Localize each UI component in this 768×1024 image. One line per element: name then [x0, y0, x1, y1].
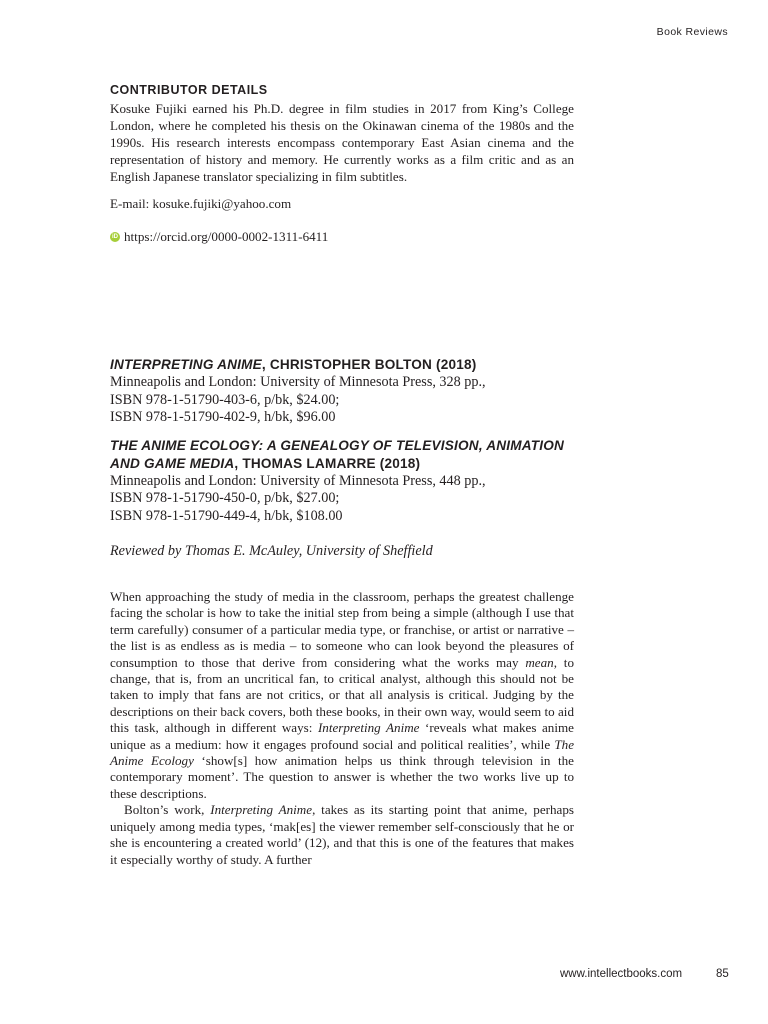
book-title-2 [110, 437, 574, 473]
book-isbn-hardback: ISBN 978-1-51790-449-4, h/bk, $108.00 [110, 507, 343, 524]
review-text: , takes as its starting point that anime, perhaps uniquely among media types, ‘mak[es] the viewer remember self-consciously that he or she is encountering a created world’ (12), and that this is one of the features that makes it especially worthy of study. A further [110, 802, 574, 867]
book-author: , CHRISTOPHER BOLTON (2018) [261, 357, 477, 372]
page-content [110, 83, 574, 868]
review-text: ‘show[s] how animation helps us think through television in the contemporary moment’. The question to answer is whether the two works live up to these descriptions. [110, 753, 574, 801]
book-publisher: Minneapolis and London: University of Minnesota Press, 448 pp., [110, 472, 486, 489]
book-title-reference: Interpreting Anime [317, 720, 420, 736]
book-author: , THOMAS LAMARRE (2018) [234, 455, 421, 471]
page-number: 85 [716, 968, 729, 980]
orcid-line [110, 228, 574, 245]
footer-url[interactable]: www.intellectbooks.com [560, 968, 683, 980]
book-entry-2 [110, 437, 574, 526]
book-title-text: INTERPRETING ANIME [110, 357, 262, 372]
review-text: When approaching the study of media in the classroom, perhaps the greatest challenge facing the scholar is how to take the initial step from being a simple (although I use that term carefully) consumer of a particular media type, or franchise, or artist or narrative – the list is as endless as is media – to someone who can look beyond the pleasures of consumption to those that derive from considering what the works may [110, 589, 574, 670]
book-isbn-paperback: ISBN 978-1-51790-403-6, p/bk, $24.00; [110, 391, 340, 408]
book-publisher: Minneapolis and London: University of Minnesota Press, 328 pp., [110, 374, 486, 390]
book-entry-1 [110, 356, 574, 427]
book-isbn-hardback: ISBN 978-1-51790-402-9, h/bk, $96.00 [110, 409, 336, 425]
book-isbn-paperback: ISBN 978-1-51790-450-0, p/bk, $27.00; [110, 490, 340, 506]
book-title-reference: Interpreting Anime [210, 802, 313, 818]
contributor-bio: Kosuke Fujiki earned his Ph.D. degree in film studies in 2017 from King’s College London, where he completed his thesis on the Okinawan cinema of the 1980s and the 1990s. His research interests encompass contemporary East Asian cinema and the representation of history and memory. He currently works as a film critic and as an English Japanese translator specializing in film subtitles. [110, 101, 574, 184]
review-text: ‘reveals what makes anime unique as a medium: how it engages profound social and political realities’, while [110, 720, 574, 752]
contributor-details [110, 83, 574, 245]
reviewer-line: Reviewed by Thomas E. McAuley, University of Sheffield [110, 543, 433, 559]
book-title-text: THE ANIME ECOLOGY: A GENEALOGY OF TELEVISION, ANIMATION AND GAME MEDIA [110, 437, 565, 471]
book-title-1 [110, 356, 574, 374]
review-text: Bolton’s work, [124, 802, 211, 818]
running-head: Book Reviews [656, 26, 728, 38]
contributor-email: E-mail: kosuke.fujiki@yahoo.com [110, 196, 292, 211]
review-paragraph-1 [110, 589, 574, 802]
contributor-heading: CONTRIBUTOR DETAILS [110, 83, 268, 97]
book-title-reference: The Anime Ecology [110, 736, 574, 769]
review-paragraph-2 [110, 802, 574, 868]
review-body [110, 589, 574, 868]
orcid-link[interactable]: https://orcid.org/0000-0002-1311-6411 [124, 229, 329, 244]
orcid-icon: iD [112, 233, 118, 240]
review-emphasis: mean [525, 654, 554, 670]
review-text: , to change, that is, from an uncritical fan, to critical analyst, although this should not be taken to imply that fans are not critics, or that all analysis is critical. Judging by the descriptions on their back covers, both these books, in their own way, would seem to aid this task, although in different ways: [110, 654, 574, 736]
